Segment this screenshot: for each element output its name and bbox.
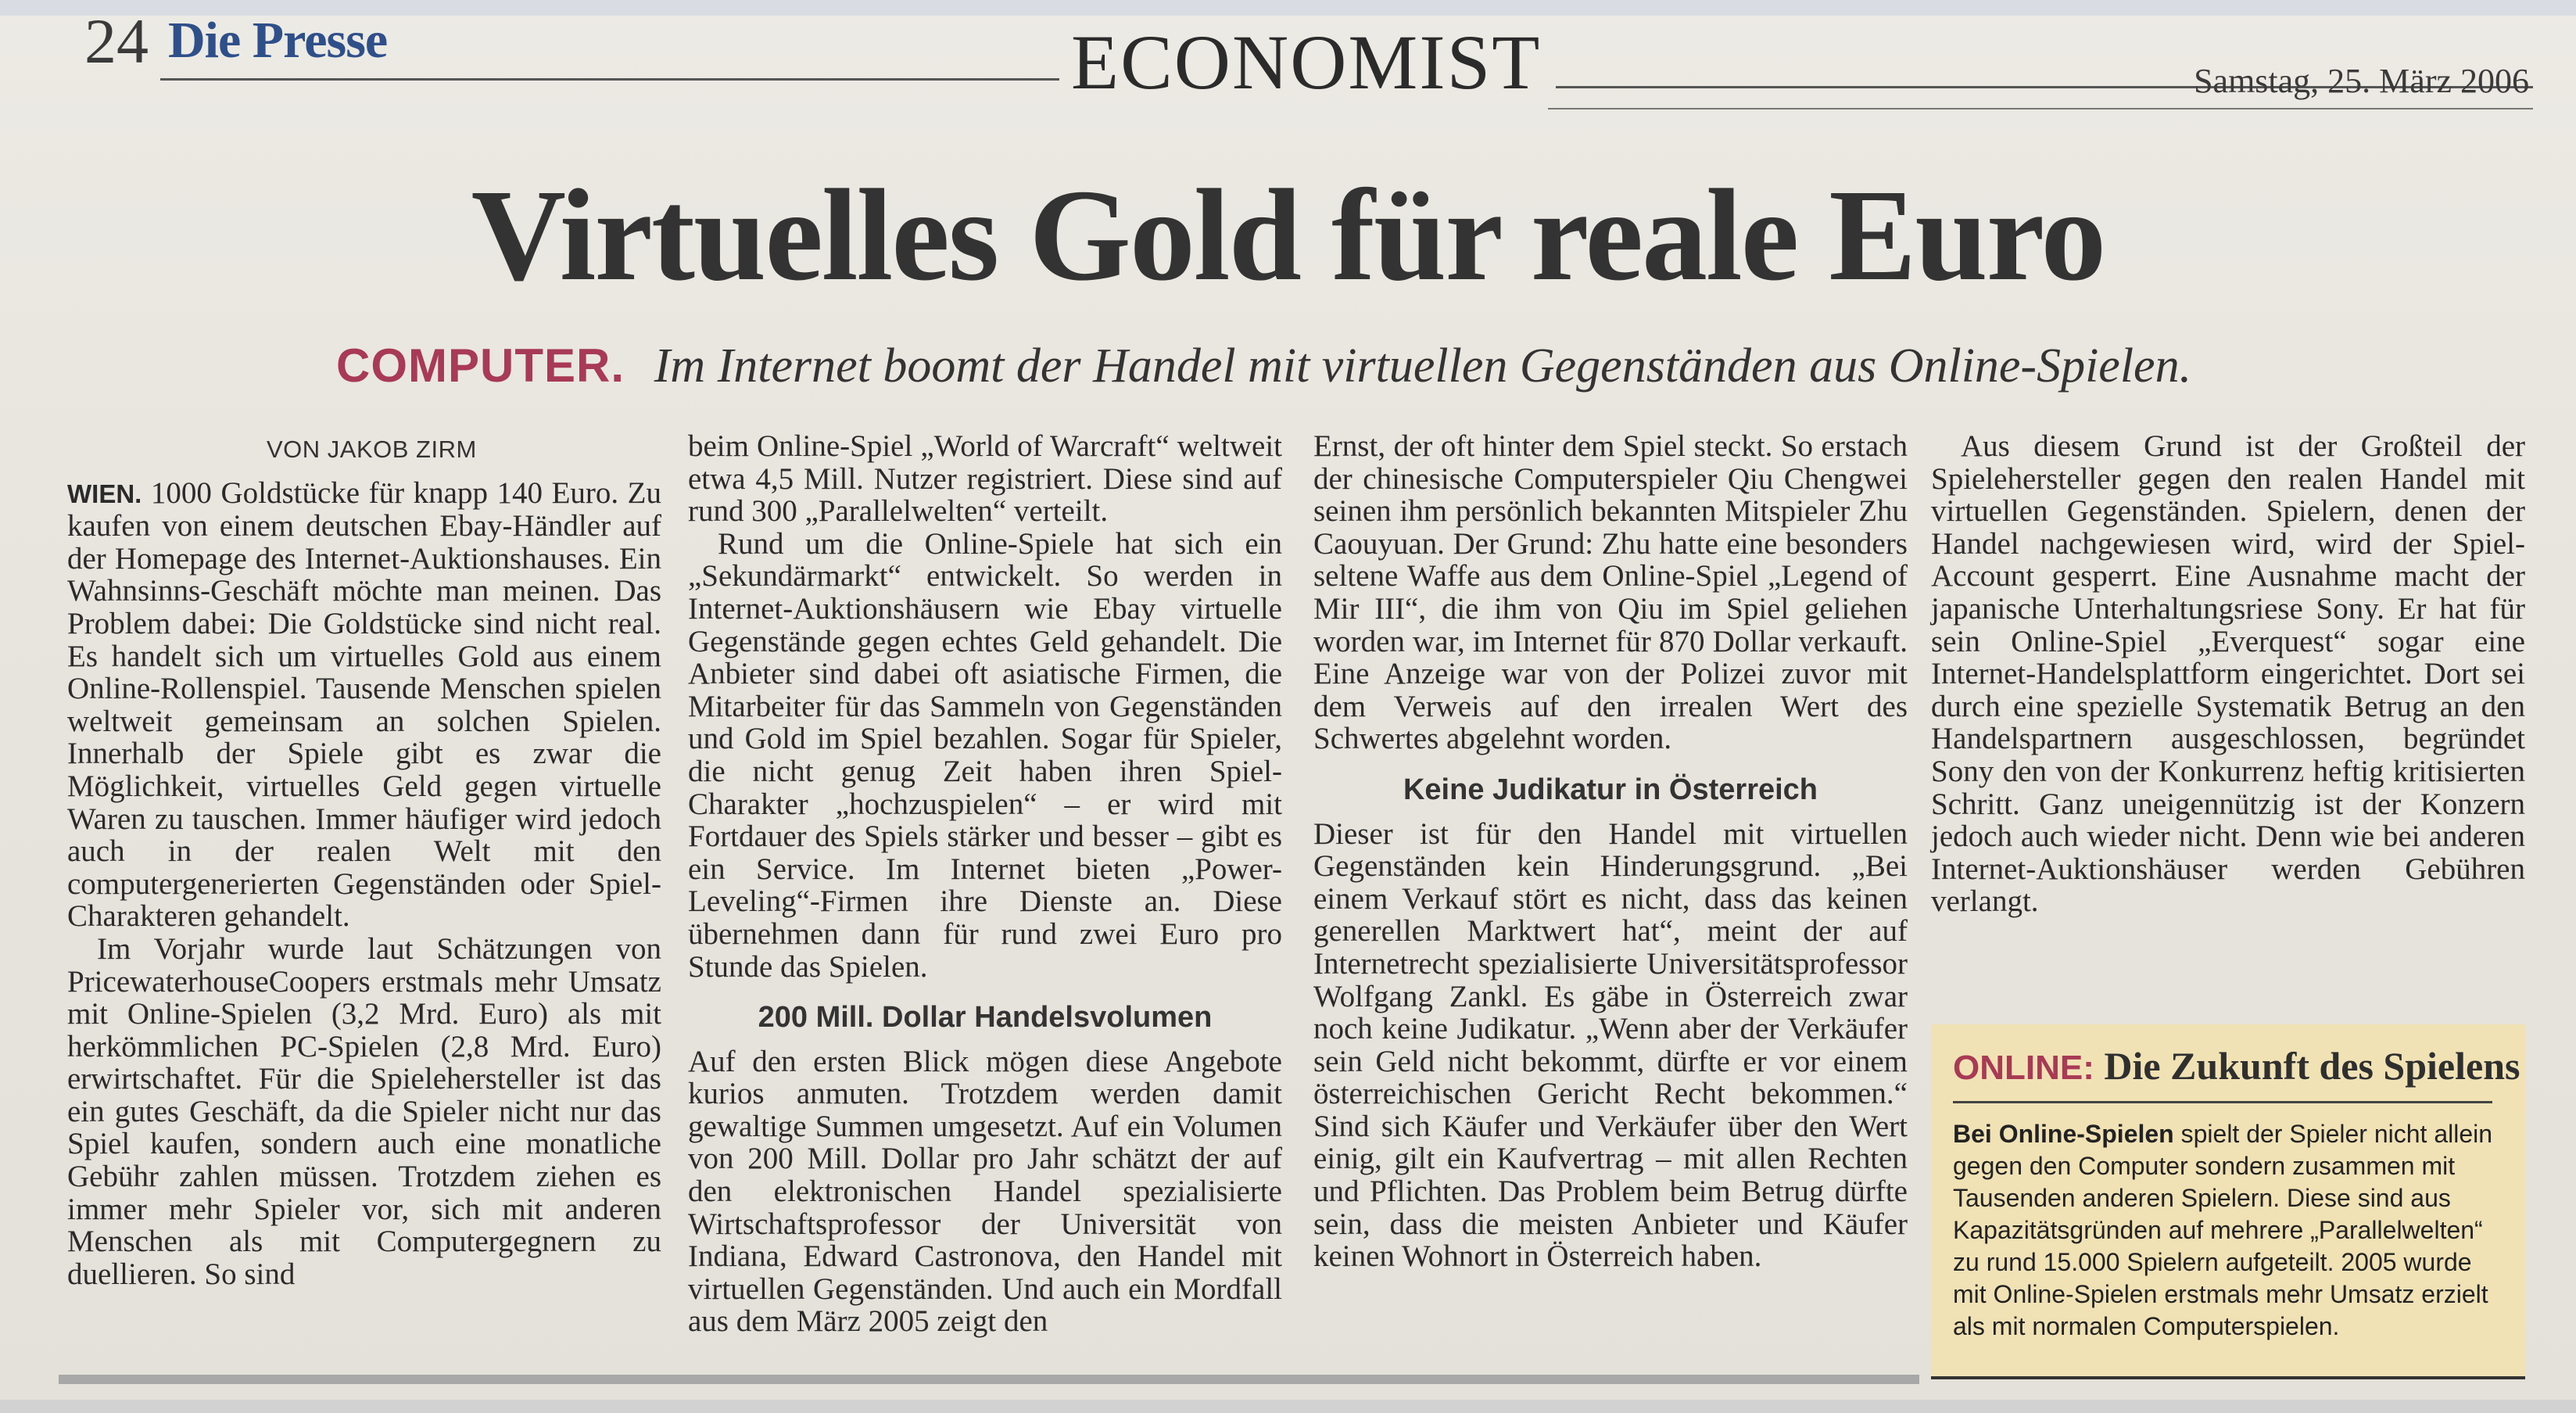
paragraph: Aus diesem Grund ist der Großteil der Spielehersteller gegen den realen Handel mit virtuellen Gegenständen. Spielern, denen der Handel nachgewiesen wird, wird der Spiel-Account gesperrt. Eine Ausnahme macht der japanische Unterhaltungsriese Sony. Er hat für sein Online-Spiel „Everquest“ sogar eine Internet-Handelsplattform eingerichtet. Dort sei durch eine spezielle Systematik Betrug an den Handelspartnern ausgeschlossen, begründet Sony den von der Konkurrenz heftig kritisierten Schritt. Ganz uneigennützig ist der Konzern jedoch auch wieder nicht. Denn wie bei anderen Internet-Auktionshäuser werden Gebühren verlangt. bbox=[1931, 429, 2525, 919]
header-rule-left bbox=[160, 78, 1059, 81]
section-title: ECONOMIST bbox=[1071, 19, 1542, 106]
paragraph: beim Online-Spiel „World of Warcraft“ weltweit etwa 4,5 Mill. Nutzer registriert. Diese sind auf rund 300 „Parallelwelten“ verteilt. bbox=[688, 429, 1282, 529]
dateline: WIEN. bbox=[67, 479, 142, 508]
article-deck-line bbox=[336, 336, 2191, 394]
paragraph: Rund um die Online-Spiele hat sich ein „Sekundärmarkt“ entwickelt. So werden in Internet-Auktionshäusern wie Ebay virtuelle Gegenstände gegen echtes Geld gehandelt. Die Anbieter sind dabei oft asiatische Firmen, die Mitarbeiter für das Sammeln von Gegenständen und Gold im Spiel bezahlen. Sogar für Spieler, die nicht genug Zeit haben ihren Spiel-Charakter „hochzuspielen“ – er wird mit Fortdauer des Spiels stärker und besser – gibt es ein Service. Im Internet bieten „Power-Leveling“-Firmen ihre Dienste an. Diese übernehmen dann für rund zwei Euro pro Stunde das Spielen. bbox=[688, 526, 1282, 984]
paragraph: Ernst, der oft hinter dem Spiel steckt. So erstach der chinesische Computerspieler Qiu Chengwei seinen ihm persönlich bekannten Mitspieler Zhu Caouyuan. Der Grund: Zhu hatte eine besonders seltene Waffe aus dem Online-Spiel „Legend of Mir III“, die ihm von Qiu im Spiel geliehen worden war, im Internet für 870 Dollar verkauft. Eine Anzeige war von der Polizei zuvor mit dem Verweis auf den irrealen Wert des Schwertes abgelehnt worden. bbox=[1313, 429, 1908, 756]
article-kicker: COMPUTER. bbox=[336, 339, 625, 392]
info-box-lead: Bei Online-Spielen bbox=[1953, 1120, 2174, 1148]
paragraph: Dieser ist für den Handel mit virtuellen Gegenständen kein Hinderungsgrund. „Bei einem Verkauf stört es nicht, dass das keinen generellen Marktwert hat“, meint der auf Internetrecht spezialisierte Universitätsprofessor Wolfgang Zankl. Es gäbe in Österreich zwar noch keine Judikatur. „Wenn aber der Verkäufer sein Geld nicht bekommt, dürfte er vor einem österreichischen Gericht Recht bekommen.“ Sind sich Käufer und Verkäufer über den Wert einig, gilt ein Kaufvertrag – mit allen Rechten und Pflichten. Das Problem beim Betrug dürfte sein, dass die meisten Anbieter und Käufer keinen Wohnort in Österreich haben. bbox=[1313, 816, 1908, 1274]
bottom-edge bbox=[0, 1400, 2576, 1413]
paragraph bbox=[67, 477, 661, 933]
info-box-rule bbox=[1953, 1101, 2492, 1103]
column-3 bbox=[1313, 430, 1908, 1273]
paragraph: Auf den ersten Blick mögen diese Angebote kurios anmuten. Trotzdem werden damit gewaltige Summen umgesetzt. Auf ein Volumen von 200 Mill. Dollar pro Jahr schätzt der auf den elektronischen Handel spezialisierte Wirtschaftsprofessor der Universität von Indiana, Edward Castronova, den Handel mit virtuellen Gegenständen. Und auch ein Mordfall aus dem März 2005 zeigt den bbox=[688, 1044, 1282, 1339]
info-box-body: spielt der Spieler nicht allein gegen den Computer sondern zusammen mit Tausenden anderen Spielern. Diese sind aus Kapazitätsgründen auf mehrere „Parallelwelten“ zu rund 15.000 Spielern aufgeteilt. 2005 wurde mit Online-Spielen erstmals mehr Umsatz erzielt als mit normalen Computerspielen. bbox=[1953, 1120, 2493, 1340]
newspaper-brand: Die Presse bbox=[168, 12, 388, 69]
page-number: 24 bbox=[84, 5, 149, 77]
column-2 bbox=[688, 430, 1282, 1338]
article-headline: Virtuelles Gold für reale Euro bbox=[471, 163, 2105, 308]
subheading: Keine Judikatur in Österreich bbox=[1403, 773, 1818, 806]
bottom-rule bbox=[59, 1375, 1919, 1384]
info-box bbox=[1931, 1024, 2525, 1379]
info-box-kicker: ONLINE: bbox=[1953, 1049, 2094, 1087]
info-box-title bbox=[1953, 1043, 2520, 1088]
byline: VON JAKOB ZIRM bbox=[267, 436, 477, 463]
subheading: 200 Mill. Dollar Handelsvolumen bbox=[758, 1001, 1213, 1035]
article-deck: Im Internet boomt der Handel mit virtuellen Gegenständen aus Online-Spielen. bbox=[654, 339, 2192, 393]
paragraph: Im Vorjahr wurde laut Schätzungen von PricewaterhouseCoopers erstmals mehr Umsatz mit Online-Spielen (3,2 Mrd. Euro) als mit herkömmlichen PC-Spielen (2,8 Mrd. Euro) erwirtschaftet. Für die Spielehersteller ist das ein gutes Geschäft, da die Spieler nicht nur das Spiel kaufen, sondern auch eine monatliche Gebühr zahlen müssen. Trotzdem ziehen es immer mehr Spieler vor, sich mit anderen Menschen als mit Computergegnern zu duellieren. So sind bbox=[67, 931, 661, 1291]
info-box-heading: Die Zukunft des Spielens bbox=[2104, 1044, 2520, 1088]
column-4 bbox=[1931, 430, 2525, 918]
header-underline bbox=[1548, 108, 2533, 109]
info-box-text bbox=[1953, 1118, 2500, 1343]
column-1 bbox=[67, 430, 661, 1290]
issue-date: Samstag, 25. März 2006 bbox=[2194, 62, 2529, 100]
paragraph-text: 1000 Goldstücke für knapp 140 Euro. Zu kaufen von einem deutschen Ebay-Händler auf der Homepage des Internet-Auktionshauses. Ein Wahnsinns-Geschäft möchte man meinen. Das Problem dabei: Die Goldstücke sind nicht real. Es handelt sich um virtuelles Gold aus einem Online-Rollenspiel. Tausende Menschen spielen weltweit gemeinsam an solchen Spielen. Innerhalb der Spiele gibt es zwar die Möglichkeit, virtuelles Geld gegen virtuelle Waren zu tauschen. Immer häufiger wird jedoch auch in der realen Welt mit den computergenerierten Gegenständen oder Spiel-Charakteren gehandelt. bbox=[67, 475, 661, 934]
